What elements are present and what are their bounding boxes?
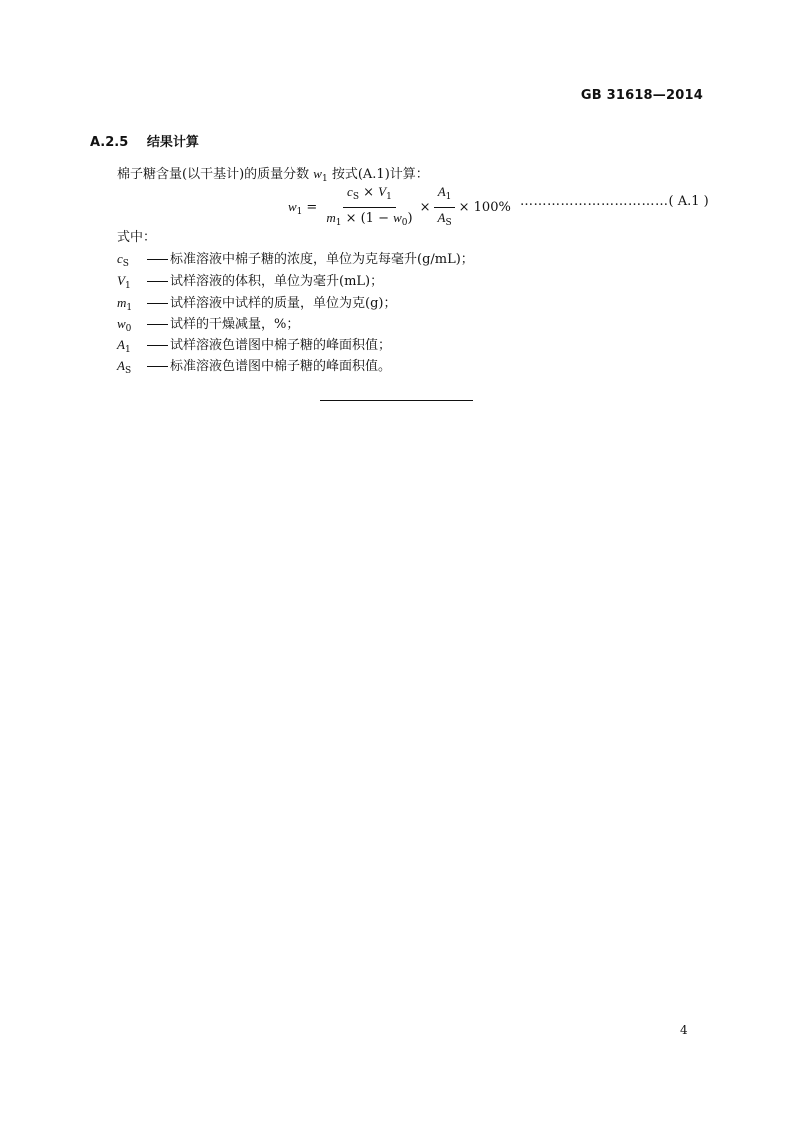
formula-a1 (288, 184, 511, 231)
intro-sentence (117, 163, 429, 184)
fraction-numerator: $c_S \times V_1$ (343, 184, 396, 208)
definition-symbol: $c_S$ (117, 251, 129, 269)
equation-leader-dots: …………………………… (520, 194, 669, 209)
where-label: 式中： (117, 230, 157, 245)
em-dash (147, 345, 168, 346)
fraction-denominator: $m_1 \times (1 - w_0)$ (326, 210, 413, 228)
definition-text: 标准溶液色谱图中棉子糖的峰面积值。 (170, 359, 392, 374)
fraction-concentration (322, 184, 416, 231)
standard-number: GB 31618—2014 (580, 88, 703, 103)
formula-lhs: $w_1$ (288, 198, 303, 217)
em-dash (147, 303, 168, 304)
section-heading (90, 131, 199, 150)
formula-times-100: × 100% (458, 200, 511, 215)
definition-symbol: $m_1$ (117, 295, 133, 313)
section-number: A.2.5 (90, 135, 129, 150)
em-dash (147, 324, 168, 325)
fraction-peak-area (434, 184, 456, 231)
em-dash (147, 281, 168, 282)
formula-times: × (419, 200, 431, 215)
definition-item (117, 334, 391, 355)
definition-symbol: $A_S$ (117, 358, 132, 376)
page-number: 4 (680, 1023, 688, 1037)
fraction-numerator: $A_1$ (434, 184, 456, 208)
section-title: 结果计算 (146, 135, 199, 150)
equation-number (520, 194, 709, 209)
em-dash (147, 259, 168, 260)
definition-symbol: $w_0$ (117, 316, 132, 334)
end-rule (320, 400, 473, 401)
definition-text: 标准溶液中棉子糖的浓度，单位为克每毫升(g/mL)； (170, 252, 474, 267)
fraction-denominator: $A_S$ (437, 210, 452, 228)
intro-var: w (313, 166, 322, 181)
definition-item (117, 355, 391, 376)
em-dash (147, 366, 168, 367)
definition-text: 试样的干燥减量，%； (170, 317, 300, 332)
definition-text: 试样溶液的体积，单位为毫升(mL)； (170, 274, 384, 289)
definition-item (117, 292, 396, 313)
intro-suffix: 按式(A.1)计算： (327, 167, 429, 182)
definition-item (117, 248, 474, 269)
definition-item (117, 270, 383, 291)
definition-symbol: $V_1$ (117, 273, 131, 291)
formula-equals: = (306, 200, 318, 215)
definition-item (117, 313, 299, 334)
definition-text: 试样溶液中试样的质量，单位为克(g)； (170, 296, 397, 311)
intro-var-sub: 1 (321, 174, 328, 184)
definition-symbol: $A_1$ (117, 337, 131, 355)
intro-prefix: 棉子糖含量(以干基计)的质量分数 (117, 167, 310, 182)
equation-label: ( A.1 ) (668, 194, 709, 209)
definition-text: 试样溶液色谱图中棉子糖的峰面积值； (170, 338, 392, 353)
